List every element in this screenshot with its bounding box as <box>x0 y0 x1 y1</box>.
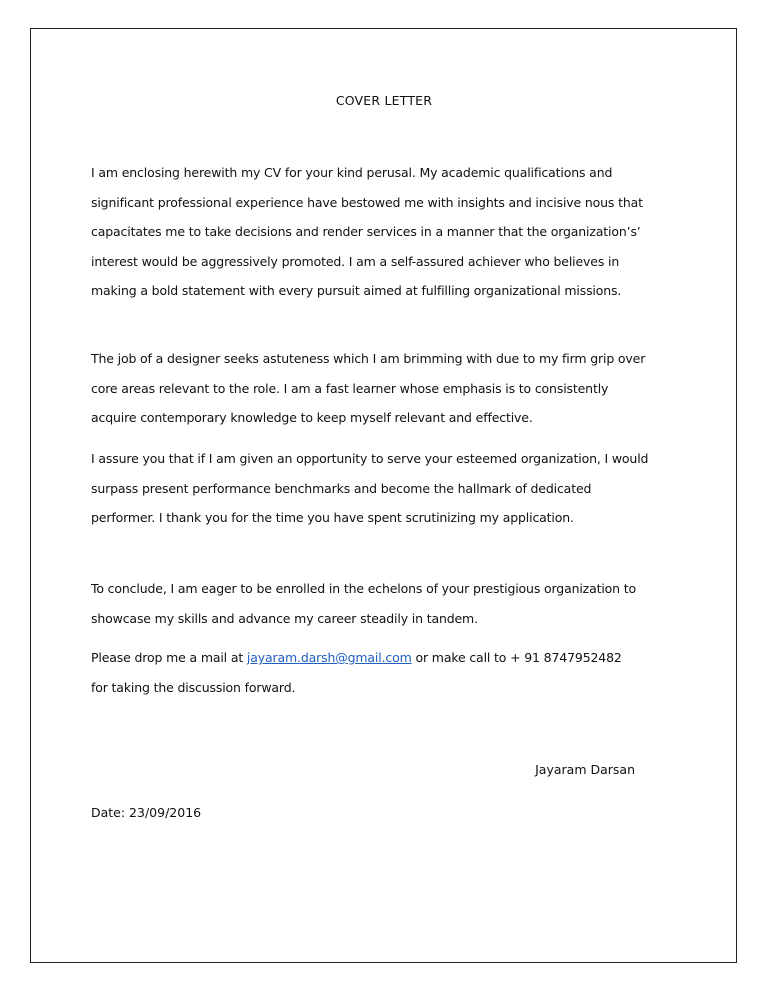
signature-name: Jayaram Darsan <box>535 762 635 777</box>
contact-line <box>91 643 651 702</box>
paragraph-contact <box>91 643 651 702</box>
paragraph-assurance <box>91 444 651 533</box>
letter-title: COVER LETTER <box>335 93 433 108</box>
contact-suffix: for taking the discussion forward. <box>91 679 296 695</box>
email-link[interactable]: jayaram.darsh@gmail.com <box>246 650 412 665</box>
letter-date: Date: 23/09/2016 <box>91 805 202 820</box>
paragraph-conclusion <box>91 574 651 633</box>
contact-prefix: Please drop me a mail at <box>91 650 247 665</box>
paragraph-conclusion-text: To conclude, I am eager to be enrolled in the echelons of your prestigious organization to showcase my skills and advance my career steadily in tandem. <box>91 581 637 626</box>
paragraph-intro-text: I am enclosing herewith my CV for your kind perusal. My academic qualifications and significant professional experience have bestowed me with insights and incisive nous that capacitates me to take decisions and render services in a manner that the organization’s’ interest would be aggressively promoted. I am a self-assured achiever who believes in making a bold statement with every pursuit aimed at fulfilling organizational missions. <box>91 165 643 298</box>
paragraph-designer-role <box>91 344 651 433</box>
paragraph-designer-role-text: The job of a designer seeks astuteness which I am brimming with due to my firm grip over core areas relevant to the role. I am a fast learner whose emphasis is to consistently acquire contemporary knowledge to keep myself relevant and effective. <box>91 351 646 425</box>
paragraph-assurance-text: I assure you that if I am given an opportunity to serve your esteemed organization, I would surpass present performance benchmarks and become the hallmark of dedicated performer. I thank you for the time you have spent scrutinizing my application. <box>91 451 649 525</box>
paragraph-intro <box>91 158 651 306</box>
contact-phone: or make call to + 91 8747952482 <box>411 650 622 665</box>
